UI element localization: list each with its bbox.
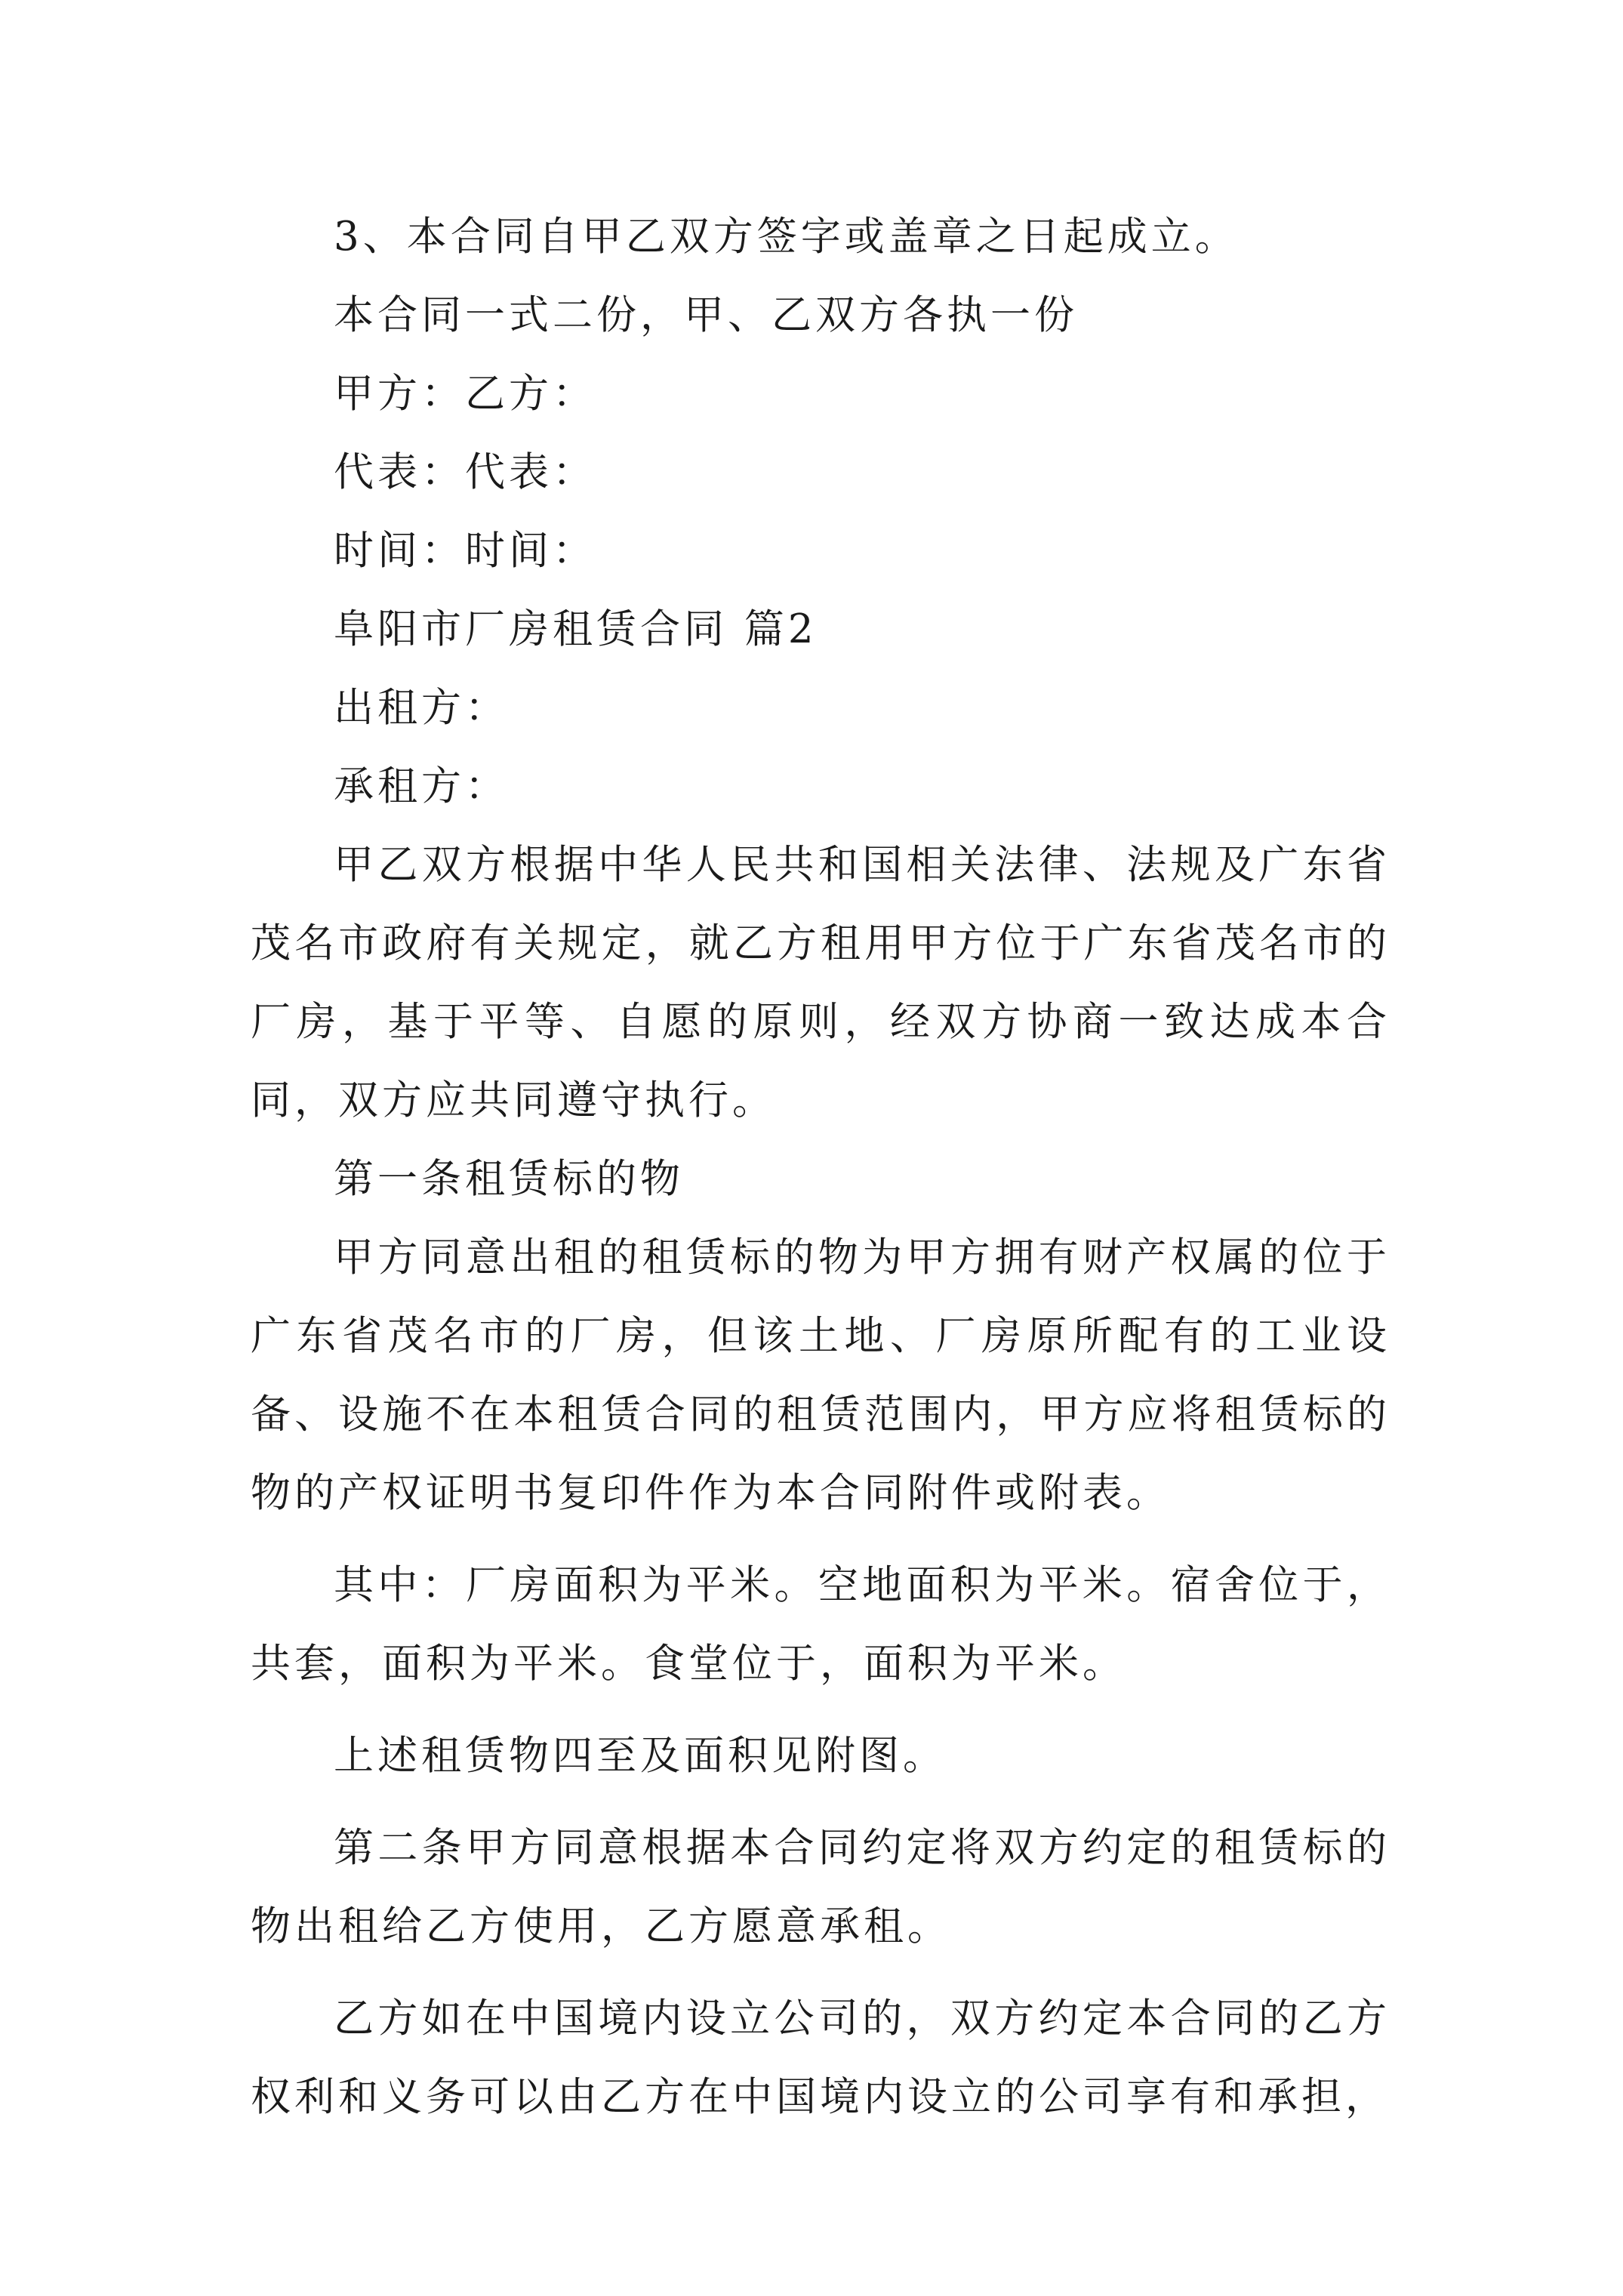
paragraph-lessee: 承租方： (334, 763, 509, 809)
paragraph-article-2: 第二条甲方同意根据本合同约定将双方约定的租赁标的物出租给乙方使用，乙方愿意承租。 (251, 1825, 1390, 1949)
paragraph-clause-3: 3、本合同自甲乙双方签字或盖章之日起成立。 (334, 214, 1239, 260)
article-1-heading: 第一条租赁标的物 (334, 1156, 684, 1202)
paragraph-areas: 其中：厂房面积为平米。空地面积为平米。宿舍位于，共套，面积为平米。食堂位于，面积为平米。 (251, 1562, 1390, 1687)
paragraph-representatives: 代表：代表： (334, 449, 596, 495)
paragraph-copies: 本合同一式二份，甲、乙双方各执一份 (334, 292, 1078, 338)
document-body (251, 198, 1390, 2137)
paragraph-preamble: 甲乙双方根据中华人民共和国相关法律、法规及广东省茂名市政府有关规定，就乙方租用甲方位于广东省茂名市的厂房，基于平等、自愿的原则，经双方协商一致达成本合同，双方应共同遵守执行。 (251, 842, 1390, 1123)
contract-title: 阜阳市厂房租赁合同 篇2 (334, 606, 818, 652)
paragraph-parties-sign: 甲方：乙方： (334, 371, 596, 417)
paragraph-article-1-body: 甲方同意出租的租赁标的物为甲方拥有财产权属的位于广东省茂名市的厂房，但该土地、厂房原所配有的工业设备、设施不在本租赁合同的租赁范围内，甲方应将租赁标的物的产权证明书复印件作为本合同附件或附表。 (251, 1234, 1390, 1516)
paragraph-map-note: 上述租赁物四至及面积见附图。 (334, 1733, 947, 1779)
paragraph-lessor: 出租方： (334, 685, 509, 731)
paragraph-dates: 时间：时间： (334, 528, 596, 574)
paragraph-company-rights: 乙方如在中国境内设立公司的，双方约定本合同的乙方权利和义务可以由乙方在中国境内设立的公司享有和承担， (251, 1996, 1390, 2120)
